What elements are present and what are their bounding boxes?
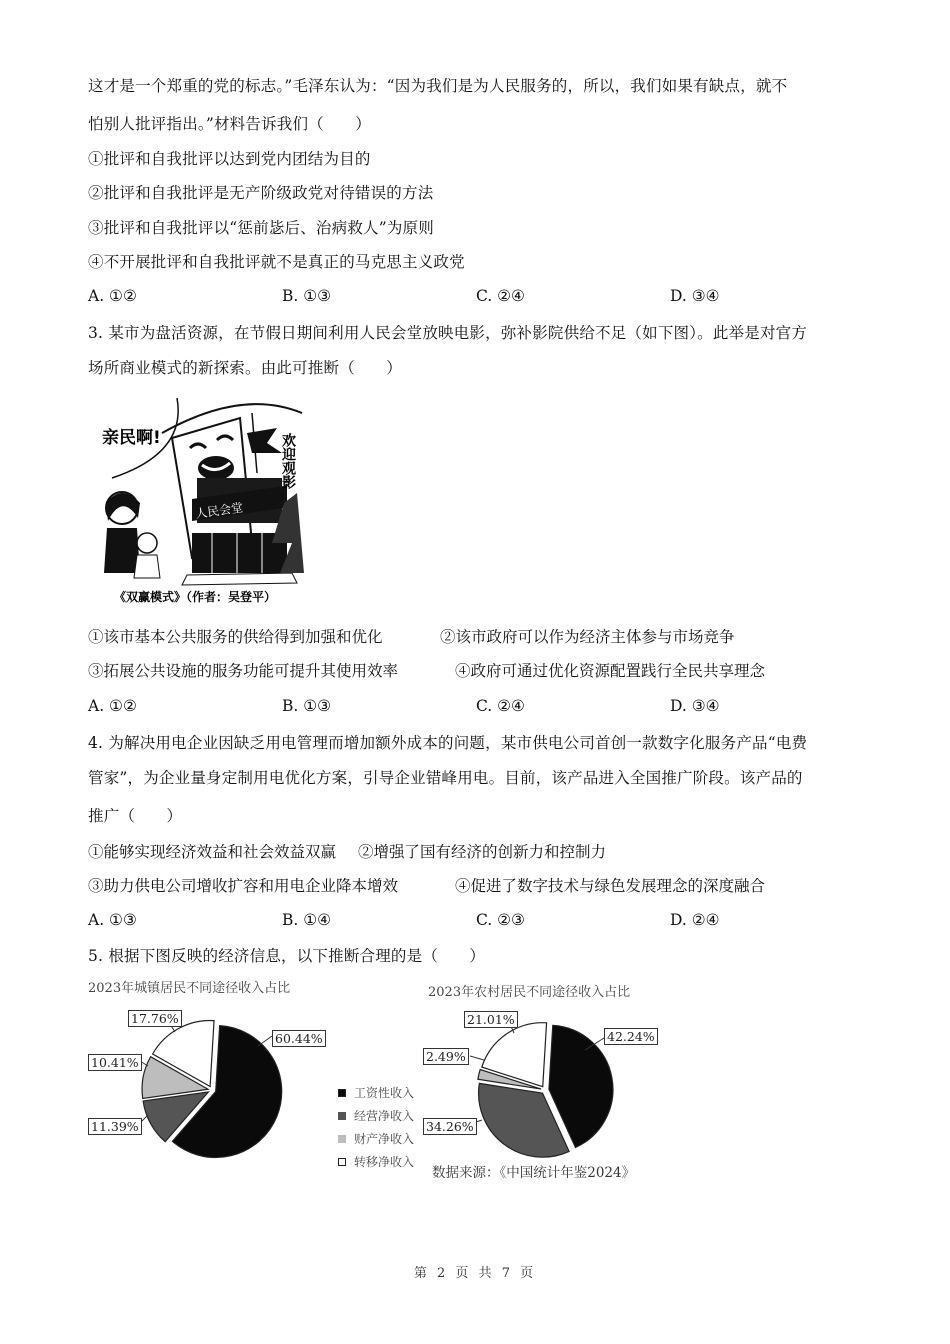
legend-swatch	[338, 1158, 346, 1166]
q2-statement-3: ③批评和自我批评以“惩前毖后、治病救人”为原则	[88, 219, 434, 237]
legend-label: 转移净收入	[354, 1155, 415, 1169]
speech-text: 亲民啊!	[102, 428, 161, 448]
legend-item-transfer	[338, 1150, 414, 1173]
q3-option-b: B. ①③	[282, 697, 332, 715]
q4-option-c: C. ②③	[476, 911, 525, 929]
rural-label-business: 34.26%	[423, 1118, 477, 1135]
q4-statement-3: ③助力供电公司增收扩容和用电企业降本增效	[88, 877, 399, 895]
q3-statement-3: ③拓展公共设施的服务功能可提升其使用效率	[88, 662, 399, 680]
q4-option-a: A. ①③	[88, 911, 137, 929]
legend-swatch	[338, 1112, 346, 1120]
q4-statement-1: ①能够实现经济效益和社会效益双赢	[88, 843, 337, 861]
legend-item-wage	[338, 1081, 414, 1104]
urban-label-wage: 60.44%	[272, 1030, 326, 1047]
q2-statement-4: ④不开展批评和自我批评就不是真正的马克思主义政党	[88, 253, 465, 271]
legend-item-business	[338, 1104, 414, 1127]
rural-chart-title: 2023年农村居民不同途径收入占比	[428, 985, 631, 1000]
data-source: 数据来源：《中国统计年鉴2024》	[432, 1165, 636, 1181]
rural-label-transfer: 21.01%	[464, 1011, 518, 1028]
urban-label-business: 11.39%	[88, 1118, 142, 1135]
q4-option-b: B. ①④	[282, 911, 332, 929]
q4-statement-4: ④促进了数字技术与绿色发展理念的深度融合	[455, 877, 766, 895]
legend-item-property	[338, 1127, 414, 1150]
q2-statement-1: ①批评和自我批评以达到党内团结为目的	[88, 150, 371, 168]
urban-chart-title: 2023年城镇居民不同途径收入占比	[88, 981, 291, 996]
q2-text-line-1: 这才是一个郑重的党的标志。”毛泽东认为：“因为我们是为人民服务的，所以，我们如果有缺点，就不	[88, 77, 788, 95]
q2-statement-2: ②批评和自我批评是无产阶级政党对待错误的方法	[88, 184, 434, 202]
q3-statement-2: ②该市政府可以作为经济主体参与市场竞争	[440, 628, 735, 646]
banner-text: 欢迎观影	[280, 433, 296, 489]
urban-label-property: 10.41%	[88, 1054, 142, 1071]
rural-pie-chart	[478, 1023, 613, 1157]
legend-swatch	[338, 1135, 346, 1143]
q3-option-a: A. ①②	[88, 697, 137, 715]
q2-text-line-2: 怕别人批评指出。”材料告诉我们（ ）	[88, 115, 371, 133]
q5-text-line: 5. 根据下图反映的经济信息，以下推断合理的是（ ）	[88, 947, 486, 965]
q4-option-d: D. ②④	[670, 911, 720, 929]
q2-option-a: A. ①②	[88, 287, 137, 305]
legend-label: 财产净收入	[354, 1132, 415, 1146]
q2-option-b: B. ①③	[282, 287, 332, 305]
q4-text-line-3: 推广（ ）	[88, 807, 183, 825]
legend-swatch	[338, 1089, 346, 1097]
urban-label-transfer: 17.76%	[128, 1010, 182, 1027]
rural-label-property: 2.49%	[423, 1048, 469, 1065]
cartoon-caption: 《双赢模式》（作者：吴登平）	[114, 590, 277, 604]
q2-option-c: C. ②④	[476, 287, 525, 305]
q2-option-d: D. ③④	[670, 287, 720, 305]
q3-text-line-1: 3. 某市为盘活资源，在节假日期间利用人民会堂放映电影，弥补影院供给不足（如下图）。此举是对官方	[88, 324, 808, 342]
q3-text-line-2: 场所商业模式的新探索。由此可推断（ ）	[88, 359, 403, 377]
q4-text-line-1: 4. 为解决用电企业因缺乏用电管理而增加额外成本的问题，某市供电公司首创一款数字化服务产品“电费	[88, 734, 808, 752]
q3-statement-4: ④政府可通过优化资源配置践行全民共享理念	[455, 662, 766, 680]
chart-legend	[338, 1081, 414, 1173]
legend-label: 经营净收入	[354, 1109, 415, 1123]
page-footer: 第 2 页 共 7 页	[413, 1266, 537, 1281]
building-sign: 人民会堂	[194, 500, 244, 521]
q4-statement-2: ②增强了国有经济的创新力和控制力	[358, 843, 607, 861]
rural-label-wage: 42.24%	[604, 1028, 658, 1045]
q3-option-c: C. ②④	[476, 697, 525, 715]
q4-text-line-2: 管家”，为企业量身定制用电优化方案，引导企业错峰用电。目前，该产品进入全国推广阶段。该产品的	[88, 769, 803, 787]
q3-statement-1: ①该市基本公共服务的供给得到加强和优化	[88, 628, 383, 646]
urban-pie-chart	[142, 1020, 282, 1157]
legend-label: 工资性收入	[354, 1086, 415, 1100]
q3-option-d: D. ③④	[670, 697, 720, 715]
